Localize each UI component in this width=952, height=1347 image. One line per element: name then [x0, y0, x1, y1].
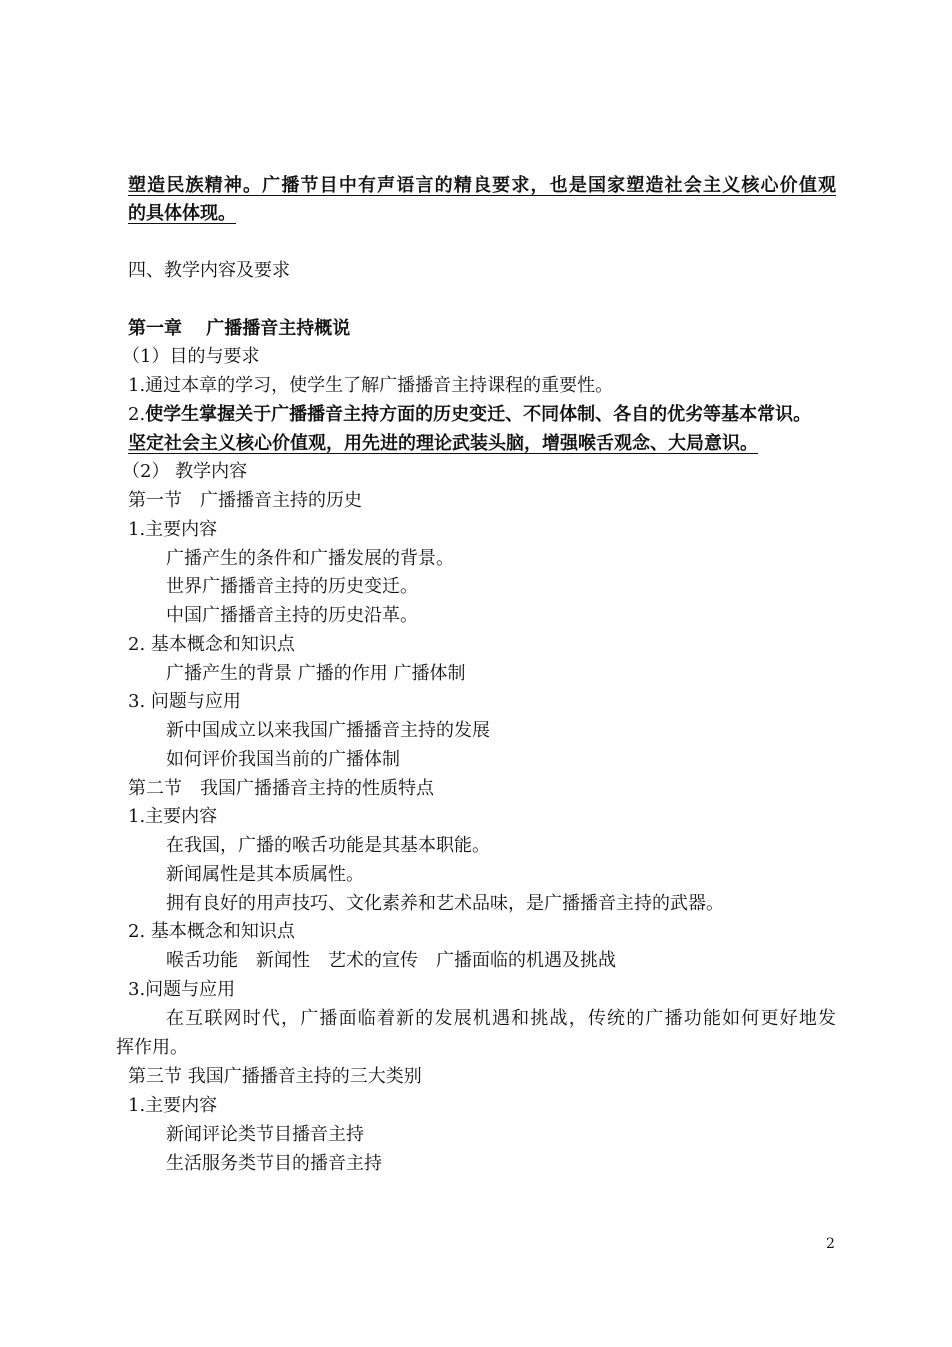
content-label: （2） 教学内容: [122, 461, 248, 482]
list-item: 生活服务类节目的播音主持: [166, 1153, 382, 1174]
list-item: 世界广播播音主持的历史变迁。: [166, 576, 418, 597]
objective-2-number: 2.: [128, 404, 146, 425]
intro-line-2: 的具体体现。: [128, 203, 236, 224]
list-item: 如何评价我国当前的广播体制: [166, 749, 400, 770]
section-1-concepts-label: 2. 基本概念和知识点: [128, 634, 295, 655]
objective-2-line-2: 坚定社会主义核心价值观，用先进的理论武装头脑，增强喉舌观念、大局意识。: [128, 433, 758, 454]
list-item: 拥有良好的用声技巧、文化素养和艺术品味，是广播播音主持的武器。: [166, 893, 724, 914]
section-heading: 四、教学内容及要求: [128, 260, 290, 281]
section-2-concepts-label: 2. 基本概念和知识点: [128, 921, 295, 942]
section-2-apply-line-2: 挥作用。: [116, 1037, 188, 1058]
section-2-title: 第二节 我国广播播音主持的性质特点: [128, 778, 434, 799]
chapter-title: 第一章 广播播音主持概说: [128, 318, 351, 339]
section-2-concepts: 喉舌功能 新闻性 艺术的宣传 广播面临的机遇及挑战: [166, 950, 616, 971]
intro-line-1: 塑造民族精神。广播节目中有声语言的精良要求，也是国家塑造社会主义核心价值观: [128, 175, 836, 196]
section-3-title: 第三节 我国广播播音主持的三大类别: [128, 1066, 422, 1087]
section-2-apply-label: 3.问题与应用: [128, 979, 236, 1000]
objective-2: [128, 403, 811, 427]
section-2-main-label: 1.主要内容: [128, 806, 218, 827]
page-number: 2: [826, 1236, 835, 1252]
objective-2-text: 使学生掌握关于广播播音主持方面的历史变迁、不同体制、各自的优劣等基本常识。: [145, 404, 812, 425]
section-1-title: 第一节 广播播音主持的历史: [128, 490, 362, 511]
objective-1: 1.通过本章的学习，使学生了解广播播音主持课程的重要性。: [128, 375, 614, 396]
section-1-apply-label: 3. 问题与应用: [128, 691, 241, 712]
section-2-apply-line-1: 在互联网时代，广播面临着新的发展机遇和挑战，传统的广播功能如何更好地发: [166, 1008, 836, 1029]
list-item: 广播产生的条件和广播发展的背景。: [166, 548, 454, 569]
section-3-main-label: 1.主要内容: [128, 1095, 218, 1116]
list-item: 新闻属性是其本质属性。: [166, 864, 364, 885]
list-item: 在我国，广播的喉舌功能是其基本职能。: [166, 835, 490, 856]
objectives-label: （1）目的与要求: [122, 346, 260, 367]
list-item: 新闻评论类节目播音主持: [166, 1124, 364, 1145]
section-1-main-label: 1.主要内容: [128, 519, 218, 540]
list-item: 中国广播播音主持的历史沿革。: [166, 605, 418, 626]
list-item: 新中国成立以来我国广播播音主持的发展: [166, 720, 490, 741]
section-1-concepts: 广播产生的背景 广播的作用 广播体制: [166, 663, 466, 684]
